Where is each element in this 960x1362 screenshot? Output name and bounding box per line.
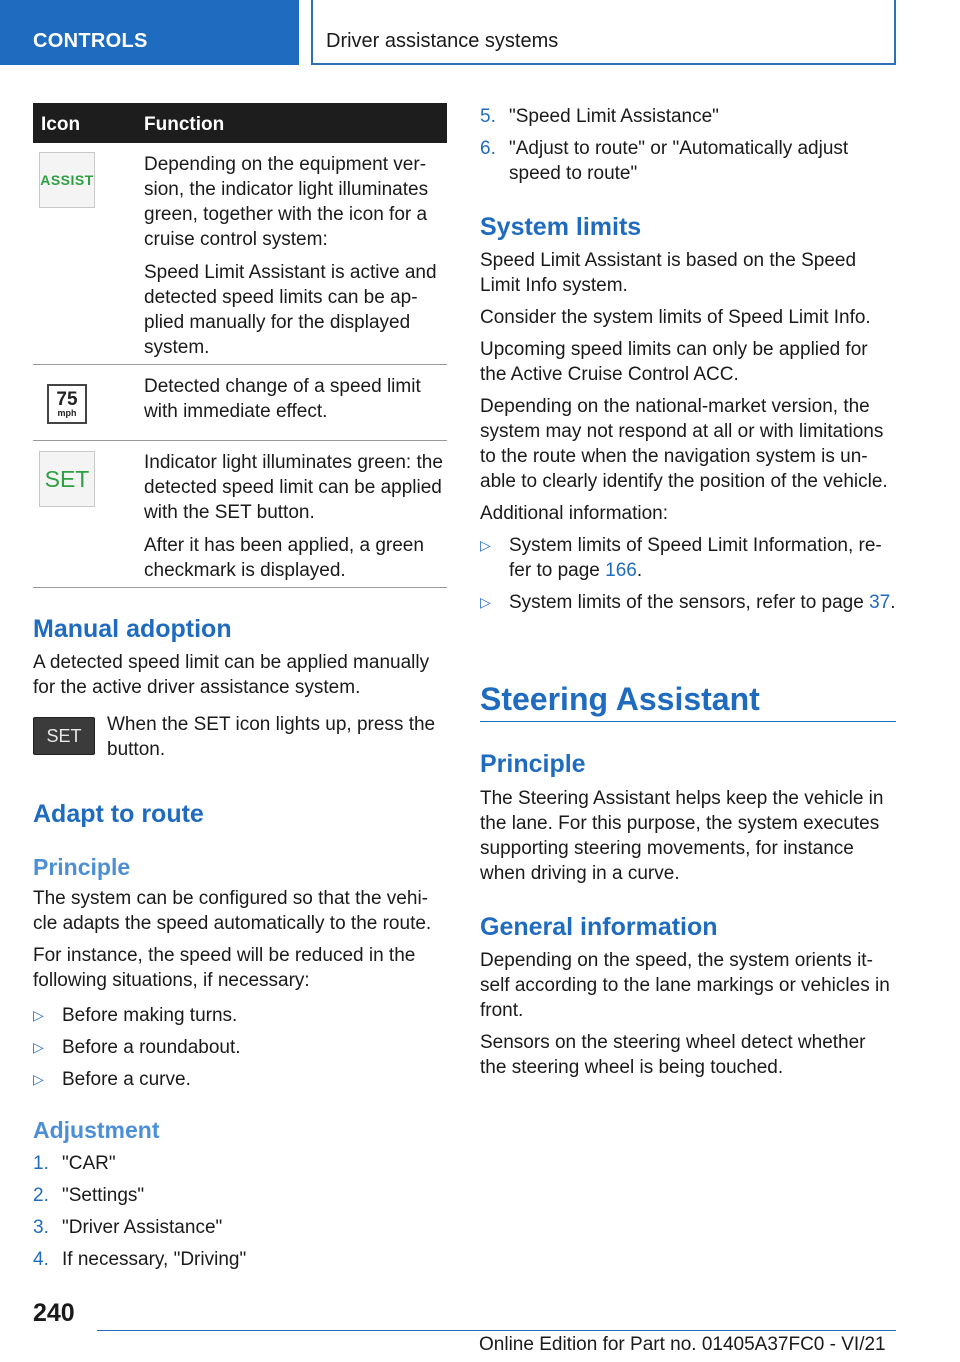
step-item: 5. "Speed Limit Assistance": [480, 106, 719, 127]
set-indicator-icon: SET: [39, 451, 95, 507]
system-limits-text: Additional information:: [480, 503, 668, 524]
footer-edition: Online Edition for Part no. 01405A37FC0 - VI/21: [479, 1334, 886, 1355]
step-item: 1. "CAR": [33, 1153, 116, 1174]
principle-heading: Principle: [33, 854, 131, 880]
table-row: [33, 143, 447, 365]
header-section-label: CONTROLS: [33, 30, 148, 52]
table-header: [33, 103, 447, 143]
list-item: ▷ Before a roundabout.: [33, 1037, 241, 1058]
title-rule: [480, 721, 896, 722]
steering-principle-text: The Steering Assistant helps keep the vehicle in the lane. For this purpose, the system executes supporting steering movements, for instance when driving in a curve.: [480, 788, 884, 884]
adjustment-heading: Adjustment: [33, 1117, 160, 1143]
system-limits-text: Speed Limit Assistant is based on the Speed Limit Info system.: [480, 250, 857, 296]
step-item: 6. "Adjust to route" or "Automatically adjust speed to route": [480, 138, 849, 184]
steering-assistant-title: Steering Assistant: [480, 681, 760, 717]
table-cell-text: Depending on the equipment ver-sion, the indicator light illuminates green, together with the icon for a cruise control system:: [144, 154, 429, 250]
set-icon-note: When the SET icon lights up, press the button.: [107, 714, 436, 760]
header-chapter-label: Driver assistance systems: [326, 30, 559, 52]
assist-indicator-icon: ASSIST: [39, 152, 95, 208]
system-limits-heading: System limits: [480, 213, 642, 241]
system-limits-text: Upcoming speed limits can only be applied for the Active Cruise Control ACC.: [480, 339, 868, 385]
adapt-to-route-heading: Adapt to route: [33, 800, 204, 828]
principle-text: For instance, the speed will be reduced in the following situations, if necessary:: [33, 945, 416, 991]
table-cell-text: Speed Limit Assistant is active and detected speed limits can be ap-plied manually for the displayed system.: [144, 262, 437, 358]
manual-adoption-text: A detected speed limit can be applied manually for the active driver assistance system.: [33, 652, 430, 698]
page-number: 240: [33, 1299, 75, 1327]
list-item: ▷ Before a curve.: [33, 1069, 191, 1090]
table-cell-text: Indicator light illuminates green: the detected speed limit can be applied with the SET button.: [144, 452, 443, 523]
bullet-triangle-icon: ▷: [480, 594, 491, 610]
step-item: 3. "Driver Assistance": [33, 1217, 223, 1238]
speed-limit-sign-icon: 75 mph: [47, 384, 87, 424]
general-information-text: Sensors on the steering wheel detect whether the steering wheel is being touched.: [480, 1032, 866, 1078]
general-information-text: Depending on the speed, the system orients it-self according to the lane markings or vehicles in front.: [480, 950, 890, 1021]
system-limits-text: Consider the system limits of Speed Limit Info.: [480, 307, 871, 328]
table-row: [33, 365, 447, 441]
bullet-triangle-icon: ▷: [33, 1039, 44, 1055]
system-limits-text: Depending on the national-market version, the system may not respond at all or with limitations to the route when the navigation system is un-able to clearly identify the position of the vehicle.: [480, 396, 888, 492]
list-item: ▷ System limits of the sensors, refer to page 37.: [480, 592, 896, 613]
icon-function-table: [33, 103, 447, 588]
step-item: 2. "Settings": [33, 1185, 145, 1206]
bullet-triangle-icon: ▷: [33, 1007, 44, 1023]
page-link-37[interactable]: 37: [869, 592, 891, 613]
header-section-tab: [0, 0, 299, 65]
list-item: ▷ System limits of Speed Limit Information, re-fer to page 166.: [480, 535, 882, 581]
principle-text: The system can be configured so that the vehi-cle adapts the speed automatically to the route.: [33, 888, 432, 934]
table-cell-text: After it has been applied, a green checkmark is displayed.: [144, 535, 424, 581]
table-col-function: Function: [144, 114, 225, 135]
page-link-166[interactable]: 166: [605, 560, 637, 581]
table-col-icon: Icon: [41, 114, 81, 135]
step-item: 4. If necessary, "Driving": [33, 1249, 247, 1270]
header-chapter-box: [311, 0, 896, 65]
list-item: ▷ Before making turns.: [33, 1005, 238, 1026]
general-information-heading: General information: [480, 913, 718, 941]
set-button-icon: SET: [33, 717, 95, 755]
table-row: [33, 441, 447, 588]
table-cell-text: Detected change of a speed limit with immediate effect.: [144, 376, 421, 422]
bullet-triangle-icon: ▷: [33, 1071, 44, 1087]
steering-principle-heading: Principle: [480, 750, 586, 778]
footer-rule: [97, 1330, 896, 1331]
manual-adoption-heading: Manual adoption: [33, 615, 232, 643]
bullet-triangle-icon: ▷: [480, 537, 491, 553]
